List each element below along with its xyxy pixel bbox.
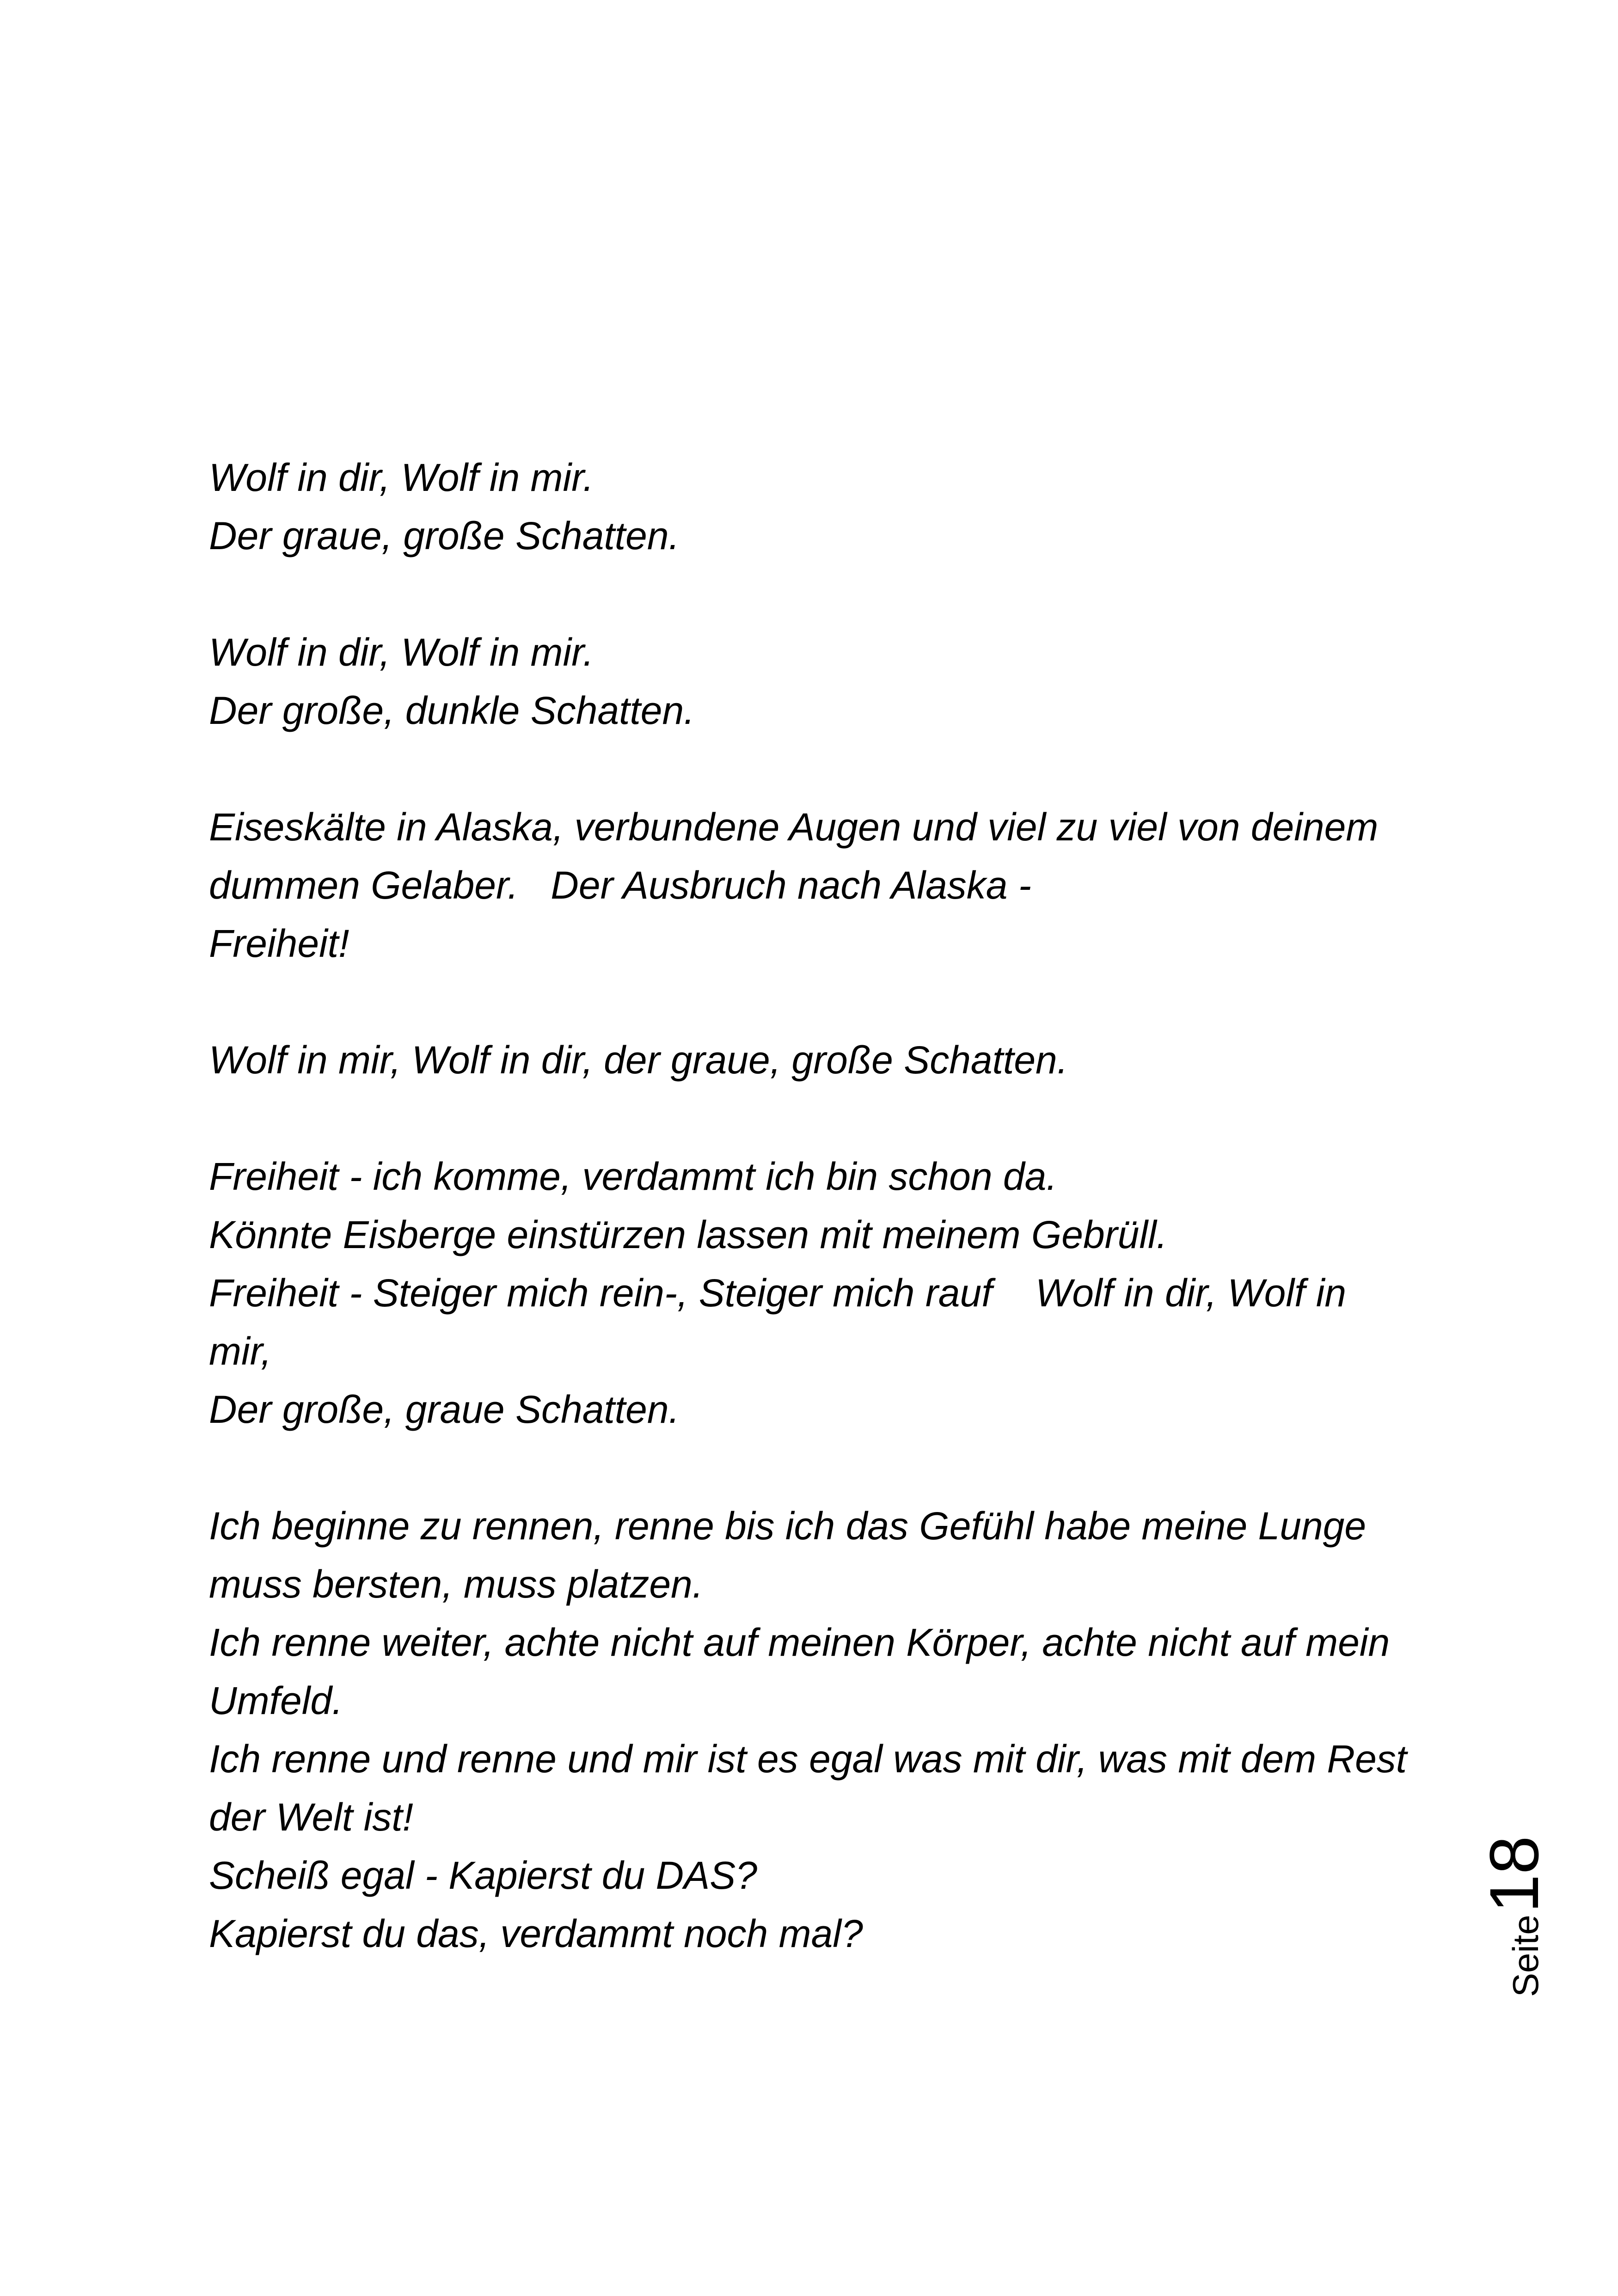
poem-line: Wolf in dir, Wolf in mir.	[209, 456, 594, 499]
poem-line: Freiheit - ich komme, verdammt ich bin schon da.	[209, 1155, 1057, 1198]
poem-line: Ich beginne zu rennen, renne bis ich das Gefühl habe meine Lunge	[209, 1504, 1367, 1548]
poem-body	[209, 448, 1411, 2021]
stanza-2	[209, 623, 1411, 740]
poem-line: Könnte Eisberge einstürzen lassen mit meinem Gebrüll.	[209, 1213, 1168, 1256]
poem-line: mir,	[209, 1329, 272, 1373]
poem-line: dummen Gelaber. Der Ausbruch nach Alaska -	[209, 863, 1031, 907]
page-number-value: 18	[1475, 1836, 1553, 1913]
poem-line: muss bersten, muss platzen.	[209, 1562, 704, 1606]
poem-line: Der graue, große Schatten.	[209, 514, 680, 557]
poem-line: Ich renne und renne und mir ist es egal was mit dir, was mit dem Rest	[209, 1737, 1407, 1781]
poem-line: Ich renne weiter, achte nicht auf meinen Körper, achte nicht auf mein	[209, 1621, 1390, 1664]
poem-line: Wolf in dir, Wolf in mir.	[209, 631, 594, 674]
poem-line: Freiheit!	[209, 922, 349, 965]
poem-line: der Welt ist!	[209, 1795, 413, 1839]
stanza-6	[209, 1497, 1411, 1963]
page-label: Seite	[1505, 1915, 1546, 1997]
page-number	[1475, 1766, 1553, 1997]
stanza-1	[209, 448, 1411, 565]
stanza-5	[209, 1147, 1411, 1439]
poem-line: Freiheit - Steiger mich rein-, Steiger mich rauf Wolf in dir, Wolf in	[209, 1271, 1347, 1315]
poem-line: Umfeld.	[209, 1679, 343, 1722]
stanza-4	[209, 1031, 1411, 1089]
poem-line: Scheiß egal - Kapierst du DAS?	[209, 1854, 757, 1897]
poem-line: Der große, dunkle Schatten.	[209, 689, 695, 732]
stanza-3	[209, 798, 1411, 973]
poem-line: Der große, graue Schatten.	[209, 1388, 680, 1431]
poem-line: Kapierst du das, verdammt noch mal?	[209, 1912, 863, 1955]
poem-line: Eiseskälte in Alaska, verbundene Augen und viel zu viel von deinem	[209, 805, 1379, 849]
poem-line: Wolf in mir, Wolf in dir, der graue, große Schatten.	[209, 1038, 1068, 1082]
